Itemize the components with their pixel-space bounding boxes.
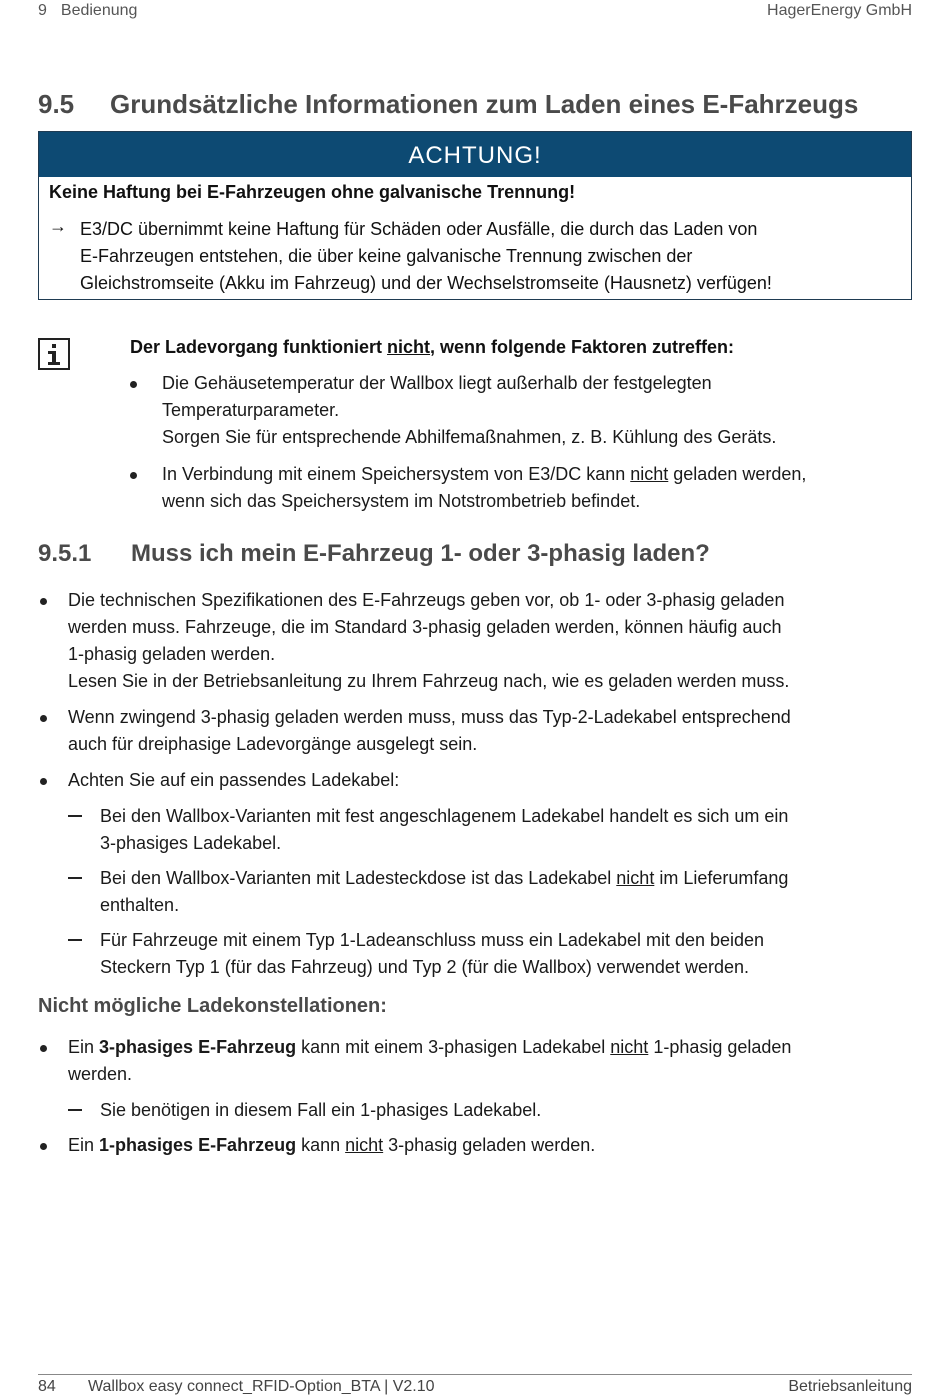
- constellations-caption: Nicht mögliche Ladekonstellationen:: [38, 995, 387, 1017]
- footer-left: [38, 1378, 435, 1396]
- warning-line: E-Fahrzeugen entstehen, die über keine galvanische Trennung zwischen der: [80, 246, 693, 266]
- list-item-line: [68, 1132, 912, 1159]
- info-title-text: , wenn folgende Faktoren zutreffen:: [430, 337, 735, 357]
- sub-list-item: [38, 927, 912, 981]
- chapter-number: 9: [38, 2, 47, 19]
- section-title: Grundsätzliche Informationen zum Laden eines E-Fahrzeugs: [110, 89, 859, 119]
- info-title-emphasis: nicht: [387, 337, 431, 357]
- list-item-line: Temperaturparameter.: [162, 400, 340, 420]
- constellations-list: [38, 1034, 912, 1168]
- list-item-text: 1-phasig geladen: [648, 1037, 792, 1057]
- running-header-chapter: [38, 2, 137, 20]
- bullet-icon: [40, 598, 47, 605]
- warning-text: [80, 216, 900, 297]
- sub-list-item-line: [100, 865, 912, 892]
- warning-title: Keine Haftung bei E-Fahrzeugen ohne galvanische Trennung!: [49, 182, 576, 202]
- list-item-text: 3-phasig geladen werden.: [383, 1135, 596, 1155]
- info-title-text: Der Ladevorgang funktioniert: [130, 337, 388, 357]
- list-item-line: [162, 461, 910, 488]
- list-item-bold: 1-phasiges E-Fahrzeug: [99, 1135, 297, 1155]
- section-number: 9.5: [38, 89, 75, 119]
- list-item: [38, 1034, 912, 1088]
- section-heading: [38, 89, 918, 120]
- list-item-line: werden.: [68, 1064, 133, 1084]
- main-list: [38, 587, 912, 989]
- sub-list-item-line: Für Fahrzeuge mit einem Typ 1-Ladeanschluss muss ein Ladekabel mit den beiden: [100, 930, 765, 950]
- list-item-bold: 3-phasiges E-Fahrzeug: [99, 1037, 297, 1057]
- document-id: Wallbox easy connect_RFID-Option_BTA | V2.10: [88, 1378, 435, 1395]
- footer-divider: [38, 1374, 912, 1375]
- list-item-line: Die technischen Spezifikationen des E-Fahrzeugs geben vor, ob 1- oder 3-phasig geladen: [68, 590, 785, 610]
- bullet-icon: [40, 778, 47, 785]
- sub-list-item-line: 3-phasiges Ladekabel.: [100, 833, 282, 853]
- page-number: 84: [38, 1378, 56, 1395]
- bullet-icon: [40, 1045, 47, 1052]
- sub-list-item: [38, 865, 912, 919]
- list-item-text: In Verbindung mit einem Speichersystem von E3/DC kann: [162, 464, 631, 484]
- bullet-icon: [130, 472, 137, 479]
- bullet-icon: [40, 1143, 47, 1150]
- sub-list-item-emphasis: nicht: [616, 868, 655, 888]
- list-item-line: werden muss. Fahrzeuge, die im Standard 3-phasig geladen werden, können häufig auch: [68, 617, 782, 637]
- warning-box: [38, 131, 912, 300]
- sub-list-item-text: im Lieferumfang: [654, 868, 789, 888]
- bullet-icon: [40, 715, 47, 722]
- warning-line: Gleichstromseite (Akku im Fahrzeug) und der Wechselstromseite (Hausnetz) verfügen!: [80, 273, 772, 293]
- list-item-line: Lesen Sie in der Betriebsanleitung zu Ihrem Fahrzeug nach, wie es geladen werden muss.: [68, 671, 790, 691]
- sub-list-item: [38, 803, 912, 857]
- list-item-text: Ein: [68, 1037, 100, 1057]
- list-item-line: [68, 1034, 912, 1061]
- sub-list-item-line: Bei den Wallbox-Varianten mit fest angeschlagenem Ladekabel handelt es sich um ein: [100, 806, 789, 826]
- list-item-line: 1-phasig geladen werden.: [68, 644, 276, 664]
- list-item-text: geladen werden,: [668, 464, 807, 484]
- list-item-text: kann: [296, 1135, 346, 1155]
- sub-list-item-line: Steckern Typ 1 (für das Fahrzeug) und Typ 2 (für die Wallbox) verwendet werden.: [100, 957, 749, 977]
- list-item: [130, 370, 910, 451]
- sub-list-item-text: Bei den Wallbox-Varianten mit Ladesteckdose ist das Ladekabel: [100, 868, 617, 888]
- sub-list-item-line: enthalten.: [100, 895, 180, 915]
- list-item-line: Wenn zwingend 3-phasig geladen werden muss, muss das Typ-2-Ladekabel entsprechend: [68, 707, 791, 727]
- running-header-company: HagerEnergy GmbH: [767, 2, 912, 19]
- list-item: [38, 1132, 912, 1159]
- list-item-emphasis: nicht: [610, 1037, 649, 1057]
- list-item-line: Die Gehäusetemperatur der Wallbox liegt außerhalb der festgelegten: [162, 373, 712, 393]
- dash-icon: [68, 815, 82, 817]
- list-item: [38, 587, 912, 695]
- list-item-line: Sorgen Sie für entsprechende Abhilfemaßnahmen, z. B. Kühlung des Geräts.: [162, 427, 777, 447]
- list-item: [38, 767, 912, 794]
- chapter-title: Bedienung: [60, 2, 138, 19]
- list-item: [38, 704, 912, 758]
- info-icon: [38, 338, 70, 370]
- list-item-line: wenn sich das Speichersystem im Notstrombetrieb befindet.: [162, 491, 641, 511]
- sub-list-item-line: Sie benötigen in diesem Fall ein 1-phasiges Ladekabel.: [100, 1100, 542, 1120]
- list-item-line: Achten Sie auf ein passendes Ladekabel:: [68, 770, 400, 790]
- dash-icon: [68, 939, 82, 941]
- subsection-number: 9.5.1: [38, 540, 92, 567]
- warning-heading: ACHTUNG!: [39, 132, 911, 177]
- sub-list-item: [38, 1097, 912, 1124]
- list-item: [130, 461, 910, 515]
- bullet-icon: [130, 381, 137, 388]
- list-item-emphasis: nicht: [630, 464, 669, 484]
- arrow-right-icon: →: [49, 216, 67, 236]
- list-item-text: kann mit einem 3-phasigen Ladekabel: [296, 1037, 611, 1057]
- dash-icon: [68, 877, 82, 879]
- subsection-heading: [38, 540, 710, 568]
- dash-icon: [68, 1109, 82, 1111]
- warning-line: E3/DC übernimmt keine Haftung für Schäden oder Ausfälle, die durch das Laden von: [80, 219, 758, 239]
- footer-document-type: Betriebsanleitung: [788, 1378, 912, 1395]
- list-item-text: Ein: [68, 1135, 100, 1155]
- info-title: [130, 334, 910, 360]
- list-item-emphasis: nicht: [345, 1135, 384, 1155]
- info-block: [130, 334, 910, 515]
- subsection-title: Muss ich mein E-Fahrzeug 1- oder 3-phasig laden?: [131, 540, 710, 567]
- list-item-line: auch für dreiphasige Ladevorgänge ausgelegt sein.: [68, 734, 478, 754]
